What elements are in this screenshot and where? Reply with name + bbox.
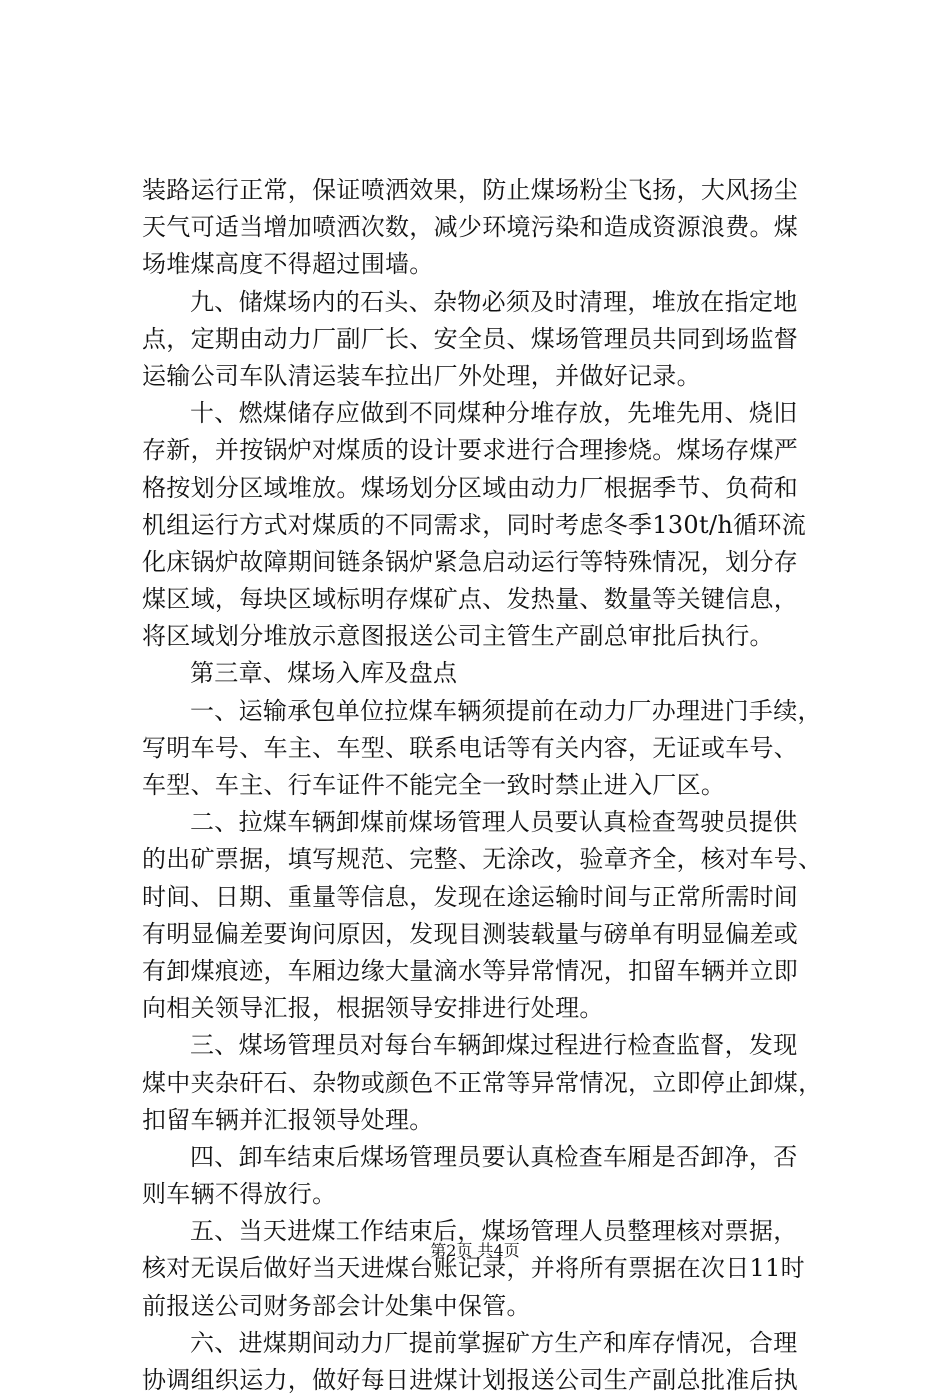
text-line: 则车辆不得放行。	[142, 1180, 337, 1209]
text-line: 向相关领导汇报，根据领导安排进行处理。	[142, 994, 604, 1023]
text-line: 车型、车主、行车证件不能完全一致时禁止进入厂区。	[142, 771, 726, 799]
text-line: 十、燃煤储存应做到不同煤种分堆存放，先堆先用、烧旧	[190, 399, 798, 428]
text-line: 协调组织运力，做好每日进煤计划报送公司生产副总批准后执	[142, 1366, 799, 1394]
text-line: 写明车号、车主、车型、联系电话等有关内容，无证或车号、	[142, 733, 799, 762]
text-line: 天气可适当增加喷洒次数，减少环境污染和造成资源浪费。煤	[142, 213, 799, 242]
text-line: 九、储煤场内的石头、杂物必须及时清理，堆放在指定地	[190, 287, 798, 316]
text-line: 前报送公司财务部会计处集中保管。	[142, 1291, 531, 1320]
text-line: 五、当天进煤工作结束后，煤场管理人员整理核对票据，	[190, 1217, 798, 1246]
text-line: 运输公司车队清运装车拉出厂外处理，并做好记录。	[142, 361, 701, 390]
text-line: 将区域划分堆放示意图报送公司主管生产副总审批后执行。	[142, 622, 774, 651]
text-line: 有卸煤痕迹，车厢边缘大量滴水等异常情况，扣留车辆并立即	[142, 956, 799, 985]
text-line: 格按划分区域堆放。煤场划分区域由动力厂根据季节、负荷和	[142, 473, 799, 502]
text-line: 六、进煤期间动力厂提前掌握矿方生产和库存情况，合理	[190, 1328, 798, 1357]
page-footer: 第2页 共4页	[430, 1241, 520, 1260]
text-line: 煤中夹杂矸石、杂物或颜色不正常等异常情况，立即停止卸煤，	[142, 1068, 823, 1097]
text-line: 化床锅炉故障期间链条锅炉紧急启动运行等特殊情况，划分存	[142, 547, 799, 576]
text-line: 的出矿票据，填写规范、完整、无涂改，验章齐全，核对车号、	[142, 845, 823, 874]
text-line: 场堆煤高度不得超过围墙。	[142, 250, 434, 279]
text-line: 机组运行方式对煤质的不同需求，同时考虑冬季130t/h循环流	[142, 510, 806, 539]
document-body	[142, 172, 832, 1399]
text-line: 第三章、煤场入库及盘点	[190, 659, 458, 688]
text-line: 一、运输承包单位拉煤车辆须提前在动力厂办理进门手续，	[190, 696, 822, 725]
text-line: 装路运行正常，保证喷洒效果，防止煤场粉尘飞扬，大风扬尘	[142, 176, 799, 204]
text-line: 有明显偏差要询问原因，发现目测装载量与磅单有明显偏差或	[142, 919, 799, 948]
text-line: 时间、日期、重量等信息，发现在途运输时间与正常所需时间	[142, 882, 799, 911]
text-line: 扣留车辆并汇报领导处理。	[142, 1105, 434, 1134]
text-line: 煤区域，每块区域标明存煤矿点、发热量、数量等关键信息，	[142, 585, 799, 614]
text-line: 点，定期由动力厂副厂长、安全员、煤场管理员共同到场监督	[142, 324, 799, 353]
text-line: 二、拉煤车辆卸煤前煤场管理人员要认真检查驾驶员提供	[190, 808, 798, 837]
text-line: 存新，并按锅炉对煤质的设计要求进行合理掺烧。煤场存煤严	[142, 436, 799, 465]
text-line: 核对无误后做好当天进煤台账记录，并将所有票据在次日11时	[142, 1254, 805, 1283]
text-line: 四、卸车结束后煤场管理员要认真检查车厢是否卸净，否	[190, 1142, 798, 1171]
text-line: 三、煤场管理员对每台车辆卸煤过程进行检查监督，发现	[190, 1031, 798, 1060]
